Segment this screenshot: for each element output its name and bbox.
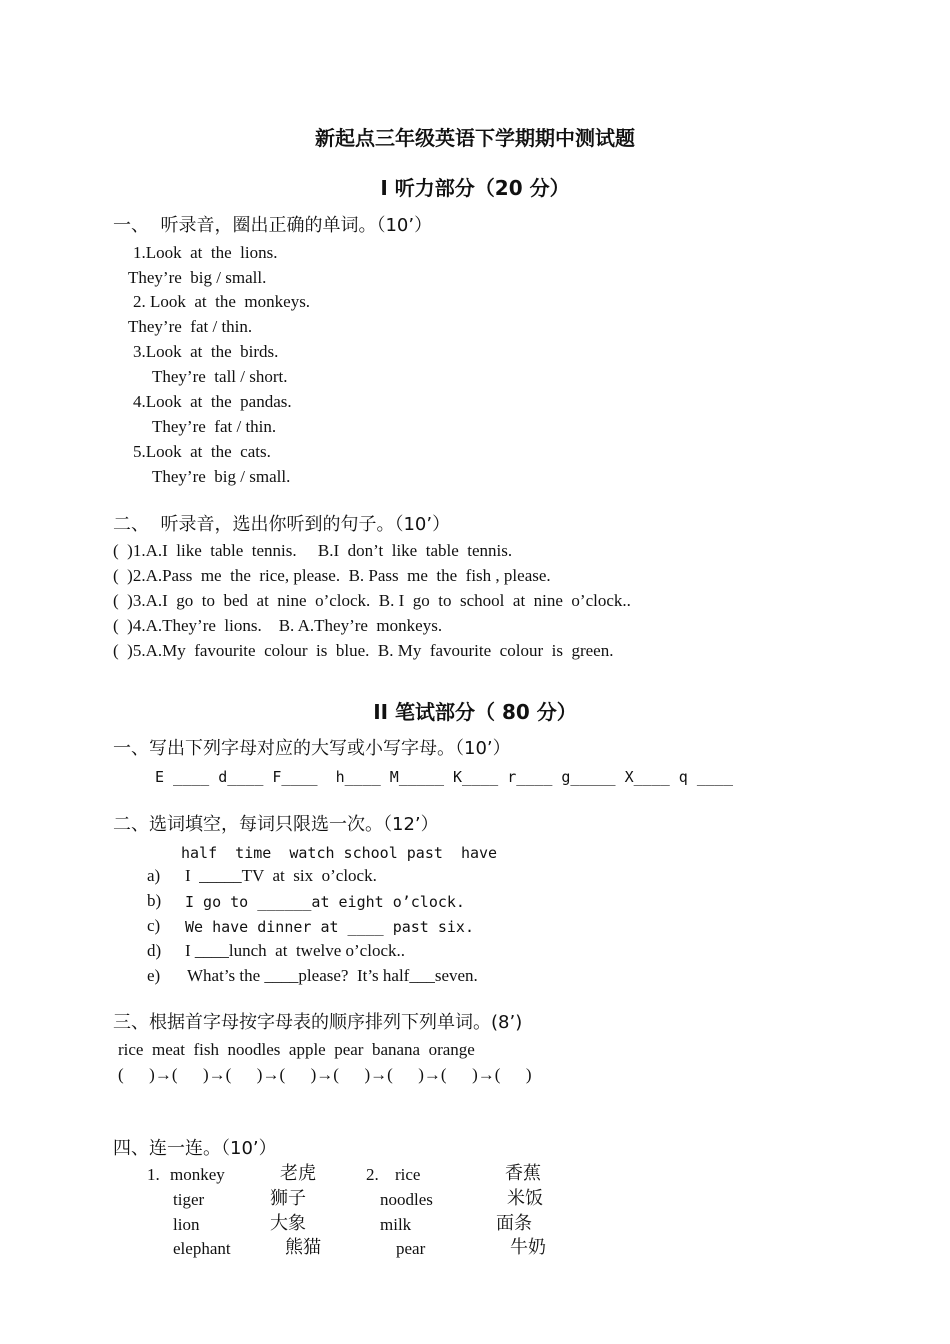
fill-item-text: What’s the ____please? It’s half___seven. <box>187 966 478 985</box>
match-chinese-word: 面条 <box>496 1213 532 1234</box>
writing-q3-heading: 三、根据首字母按字母表的顺序排列下列单词。(8’) <box>113 1012 523 1033</box>
fill-item-text: I go to ______at eight o’clock. <box>185 893 465 911</box>
match-english-word: tiger <box>173 1190 205 1209</box>
listening-q1-item: 1.Look at the lions. <box>133 243 278 262</box>
match-chinese-word: 牛奶 <box>510 1237 546 1258</box>
fill-item-label: e) <box>147 966 161 985</box>
fill-item-label: c) <box>147 916 161 935</box>
listening-section-heading: I 听力部分（20 分） <box>380 176 570 200</box>
fill-item-label: b) <box>147 891 162 910</box>
match-chinese-word: 香蕉 <box>505 1163 541 1184</box>
match-group-label: 2. <box>366 1165 379 1184</box>
listening-q2-item: ( )3.A.I go to bed at nine o’clock. B. I go to school at nine o’clock.. <box>113 591 631 610</box>
listening-q1-item: 2. Look at the monkeys. <box>133 292 311 311</box>
match-chinese-word: 大象 <box>270 1213 306 1234</box>
sort-answer-blanks: ( )→( )→( )→( )→( )→( )→( )→( ) <box>118 1065 532 1084</box>
letters-exercise: E ____ d____ F____ h____ M_____ K____ r____ g_____ X____ q ____ <box>155 768 733 786</box>
exam-title: 新起点三年级英语下学期期中测试题 <box>315 126 635 150</box>
listening-q1-heading: 一、 听录音，圈出正确的单词。（10’） <box>113 215 433 236</box>
listening-q1-item: They’re big / small. <box>128 268 267 287</box>
listening-q2-item: ( )1.A.I like table tennis. B.I don’t like table tennis. <box>113 541 513 560</box>
match-english-word: elephant <box>173 1239 231 1258</box>
listening-q1-item: 5.Look at the cats. <box>133 442 271 461</box>
writing-q2-heading: 二、选词填空，每词只限选一次。（12’） <box>113 814 439 835</box>
fill-item-text: We have dinner at ____ past six. <box>185 918 474 936</box>
match-chinese-word: 米饭 <box>507 1188 543 1209</box>
writing-section-heading: II 笔试部分（ 80 分） <box>373 700 577 724</box>
match-chinese-word: 熊猫 <box>285 1237 321 1258</box>
match-english-word: noodles <box>380 1190 433 1209</box>
listening-q1-item: They’re tall / short. <box>152 367 288 386</box>
match-english-word: milk <box>380 1215 412 1234</box>
listening-q1-item: They’re fat / thin. <box>128 317 253 336</box>
fill-item-text: I ____lunch at twelve o’clock.. <box>185 941 405 960</box>
writing-q1-heading: 一、写出下列字母对应的大写或小写字母。（10’） <box>113 738 511 759</box>
listening-q1-item: They’re fat / thin. <box>152 417 277 436</box>
fill-item-text: I _____TV at six o’clock. <box>185 866 377 885</box>
writing-q4-heading: 四、连一连。（10’） <box>113 1138 277 1159</box>
match-english-word: monkey <box>170 1165 225 1184</box>
sort-words: rice meat fish noodles apple pear banana orange <box>118 1040 475 1059</box>
word-bank: half time watch school past have <box>181 844 498 862</box>
fill-item-label: a) <box>147 866 161 885</box>
fill-item-label: d) <box>147 941 162 960</box>
match-chinese-word: 狮子 <box>270 1188 306 1209</box>
match-english-word: pear <box>396 1239 426 1258</box>
listening-q1-item: 4.Look at the pandas. <box>133 392 292 411</box>
listening-q2-item: ( )4.A.They’re lions. B. A.They’re monkeys. <box>113 616 443 635</box>
listening-q1-item: They’re big / small. <box>152 467 291 486</box>
listening-q2-item: ( )5.A.My favourite colour is blue. B. My favourite colour is green. <box>113 641 614 660</box>
match-group-label: 1. <box>147 1165 160 1184</box>
listening-q2-heading: 二、 听录音，选出你听到的句子。（10’） <box>113 514 451 535</box>
match-english-word: rice <box>395 1165 421 1184</box>
match-english-word: lion <box>173 1215 200 1234</box>
match-chinese-word: 老虎 <box>280 1163 316 1184</box>
listening-q2-item: ( )2.A.Pass me the rice, please. B. Pass me the fish , please. <box>113 566 551 585</box>
listening-q1-item: 3.Look at the birds. <box>133 342 279 361</box>
